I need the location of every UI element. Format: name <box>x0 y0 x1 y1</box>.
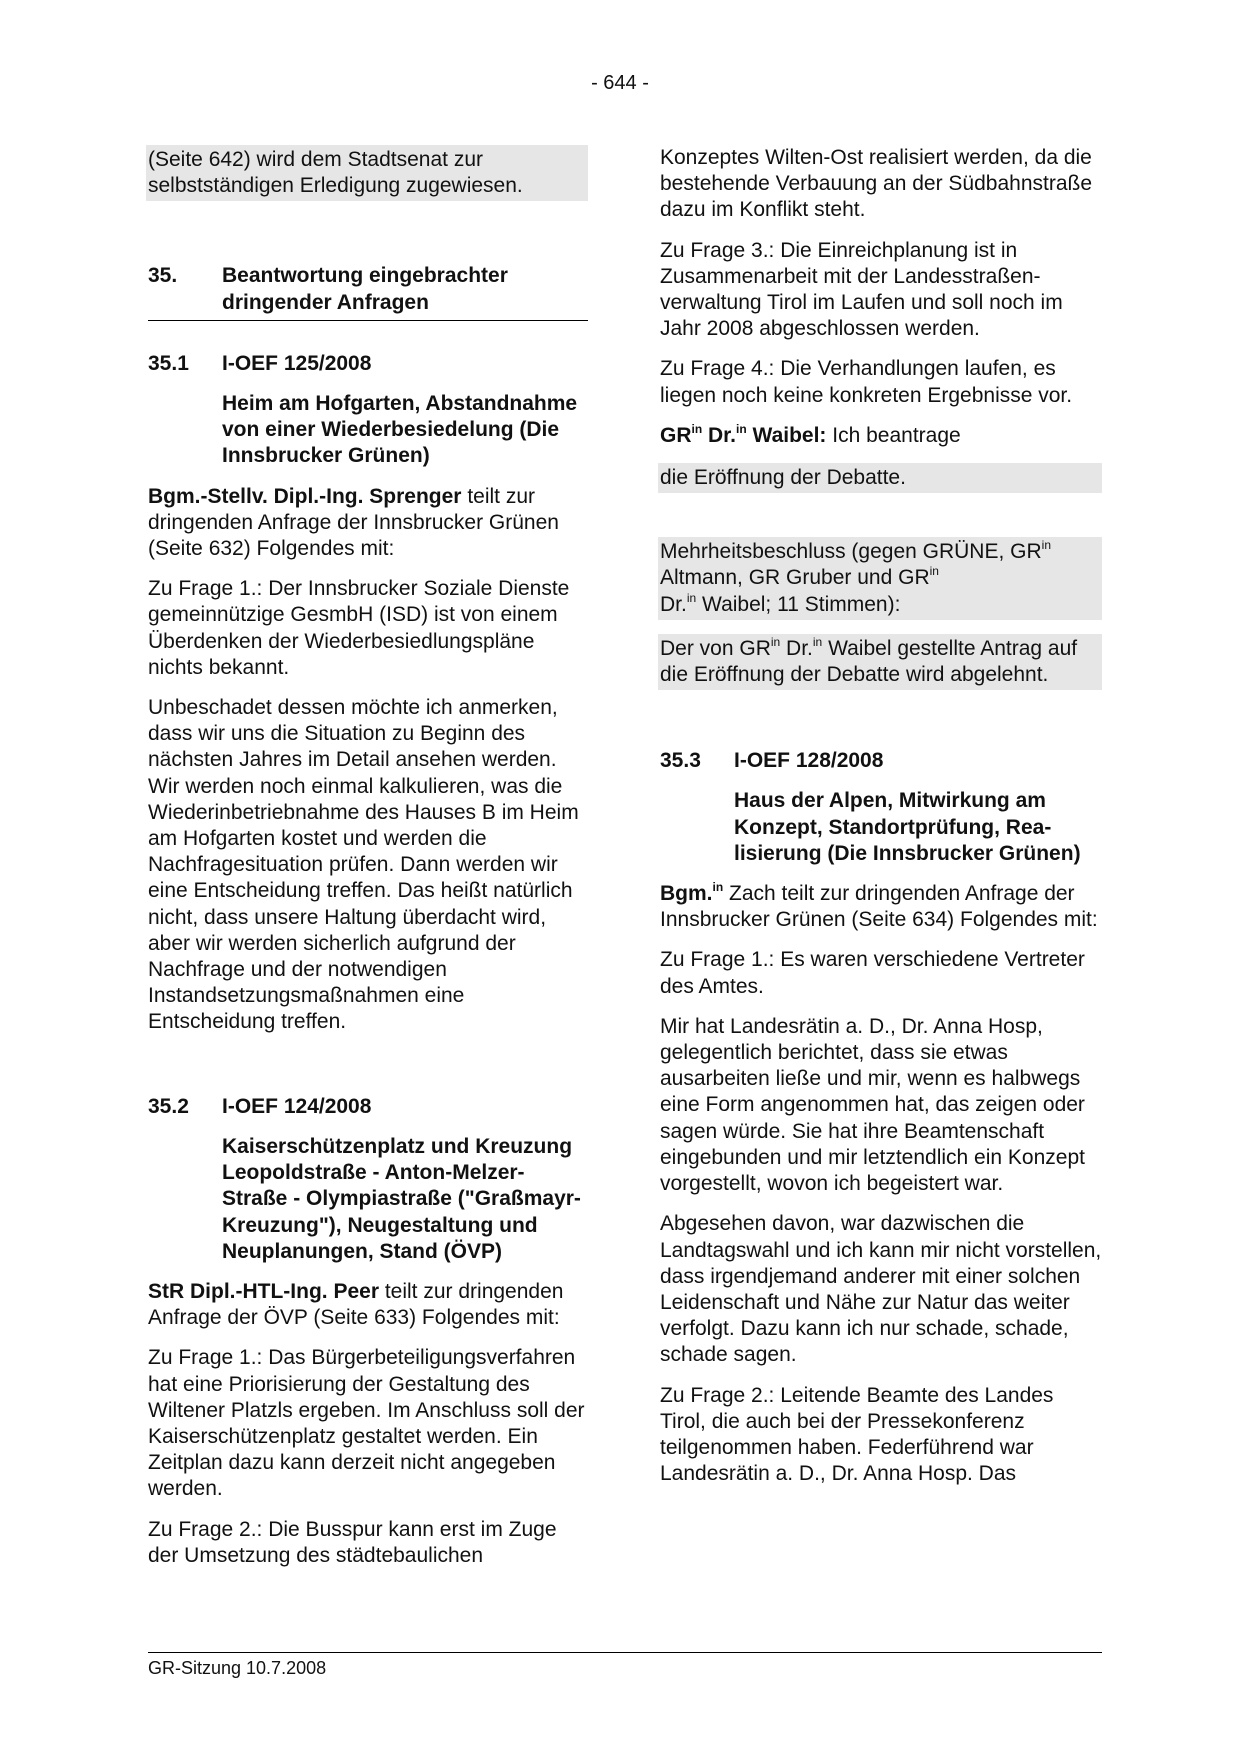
intro-paragraph: (Seite 642) wird dem Stadtsenat zur selbstständigen Erledigung zugewiesen. <box>146 145 588 201</box>
paragraph-35-3-b: Mir hat Landesrätin a. D., Dr. Anna Hosp, gelegentlich berichtet, dass sie etwas ausarbeiten ließe und mir, wenn es halbwegs eine Form angenommen hat, das zeigen oder sagen würde. Sie hat ihre Beamtenschaft eingebunden und mir letztendlich ein Konzept vorgestellt, wovon ich begeistert war. <box>660 1014 1085 1196</box>
speaker-rest: teilt zur dringenden Anfrage der ÖVP (Seite 633) Folgendes mit: <box>148 1279 564 1330</box>
page-number: - 644 - <box>591 72 649 94</box>
answer-q2-35-2: Zu Frage 2.: Die Busspur kann erst im Zuge der Umsetzung des städtebaulichen <box>148 1517 557 1567</box>
motion-paragraph <box>660 423 1102 449</box>
section-title: Beantwortung eingebrachter dringender Anfragen <box>222 264 508 314</box>
speaker-rest: teilt zur dringenden Anfrage der Innsbrucker Grünen (Seite 632) Folgendes mit: <box>148 484 559 561</box>
resolution-paragraph: Mehrheitsbeschluss (gegen GRÜNE, $GR^{in}$ Altmann, GR Gruber und $GR^{in}$ Dr.$^{in}$ Waibel; 11 Stimmen): <box>658 537 1102 620</box>
subsection-code: I-OEF 124/2008 <box>222 1094 372 1118</box>
paragraph-35-1-b: Unbeschadet dessen möchte ich anmerken, dass wir uns die Situation zu Beginn des nächsten Jahres im Detail ansehen werden. Wir werden noch einmal kalkulieren, was die Wiederinbetriebnahme des Hauses B im Heim am Hofgarten kostet und werden die Nachfragesituation prüfen. Dann werden wir eine Entscheidung treffen. Das heißt natürlich nicht, dass unsere Haltung überdacht wird, aber wir werden sicherlich aufgrund der Nachfrage und der notwendigen Instandsetzungsmaßnahmen eine Entscheidung treffen. <box>148 696 579 1034</box>
subsection-heading-35-1 <box>148 351 588 377</box>
left-column <box>148 145 588 1583</box>
subsection-heading-35-3 <box>660 748 1102 774</box>
answer-q1-35-1: Zu Frage 1.: Der Innsbrucker Soziale Dienste gemeinnützige GesmbH (ISD) ist von einem Überdenken der Wiederbesiedlungspläne nichts bekannt. <box>148 577 570 679</box>
subsection-number: 35.3 <box>660 749 701 773</box>
paragraph-35-3-c: Abgesehen davon, war dazwischen die Landtagswahl und ich kann mir nicht vorstellen, dass irgendjemand anderer mit einer solchen Leidenschaft und Nähe zur Natur das weiter verfolgt. Dazu kann ich nur schade, schade, schade sagen. <box>660 1212 1102 1367</box>
speaker-name: Bgm.-Stellv. Dipl.-Ing. Sprenger <box>148 484 462 508</box>
subsection-number: 35.2 <box>148 1094 189 1118</box>
subsection-heading-35-2 <box>148 1094 588 1120</box>
speaker-name: StR Dipl.-HTL-Ing. Peer <box>148 1279 379 1303</box>
result-paragraph: Der von $GR^{in}$ Dr.$^{in}$ Waibel gestellte Antrag auf die Eröffnung der Debatte wird abgelehnt. <box>658 634 1102 690</box>
speaker-rest: Zach teilt zur dringenden Anfrage der Innsbrucker Grünen (Seite 634) Folgendes mit: <box>660 882 1098 932</box>
footer-divider <box>148 1652 1102 1653</box>
motion-speaker: $GR^{in}$ Dr.$^{in}$ Waibel: <box>660 421 827 447</box>
answer-q4-35-2: Zu Frage 4.: Die Verhandlungen laufen, es liegen noch keine konkreten Ergebnisse vor. <box>660 357 1073 407</box>
footer-text: GR-Sitzung 10.7.2008 <box>148 1658 327 1678</box>
section-heading <box>148 263 588 320</box>
continued-paragraph: Konzeptes Wilten-Ost realisiert werden, da die bestehende Verbauung an der Südbahnstraße dazu im Konflikt steht. <box>660 146 1093 222</box>
answer-q2-35-3: Zu Frage 2.: Leitende Beamte des Landes Tirol, die auch bei der Pressekonferenz teilgenommen haben. Federführend war Landesrätin a. D., Dr. Anna Hosp. Das <box>660 1383 1054 1486</box>
section-number: 35. <box>148 264 178 288</box>
subsection-code: I-OEF 128/2008 <box>734 749 884 773</box>
subsection-title-35-1: Heim am Hofgarten, Abstandnahme von einer Wiederbesiedelung (Die Innsbrucker Grünen) <box>222 392 578 468</box>
answer-q1-35-2: Zu Frage 1.: Das Bürgerbeteiligungsverfahren hat eine Priorisierung der Gestaltung des Wiltener Platzls ergeben. Im Anschluss soll der Kaiserschützenplatz gestaltet werden. Ein Zeitplan dazu kann derzeit nicht angegeben werden. <box>148 1346 585 1501</box>
answer-q3-35-2: Zu Frage 3.: Die Einreichplanung ist in Zusammenarbeit mit der Landesstraßenverwaltung Tirol im Laufen und soll noch im Jahr 2008 abgeschlossen werden. <box>660 238 1063 341</box>
speaker-paragraph-35-1 <box>148 484 588 563</box>
motion-text: Ich beantrage <box>826 423 961 447</box>
subsection-title-35-2: Kaiserschützenplatz und Kreuzung Leopoldstraße - Anton-Melzer-Straße - Olympiastraße ("Graßmayr-Kreuzung"), Neugestaltung und Neuplanungen, Stand (ÖVP) <box>222 1134 581 1263</box>
answer-q1-35-3: Zu Frage 1.: Es waren verschiedene Vertreter des Amtes. <box>660 948 1085 998</box>
subsection-code: I-OEF 125/2008 <box>222 351 372 375</box>
debate-motion: die Eröffnung der Debatte. <box>658 463 1102 493</box>
speaker-paragraph-35-2 <box>148 1279 588 1331</box>
subsection-number: 35.1 <box>148 351 189 375</box>
speaker-paragraph-35-3 <box>660 881 1102 933</box>
subsection-title-35-3: Haus der Alpen, Mitwirkung am Konzept, Standortprüfung, Realisierung (Die Innsbrucker Grünen) <box>734 789 1081 865</box>
right-column <box>660 145 1102 1501</box>
speaker-name: Bgm.$^{in}$ <box>660 880 724 906</box>
